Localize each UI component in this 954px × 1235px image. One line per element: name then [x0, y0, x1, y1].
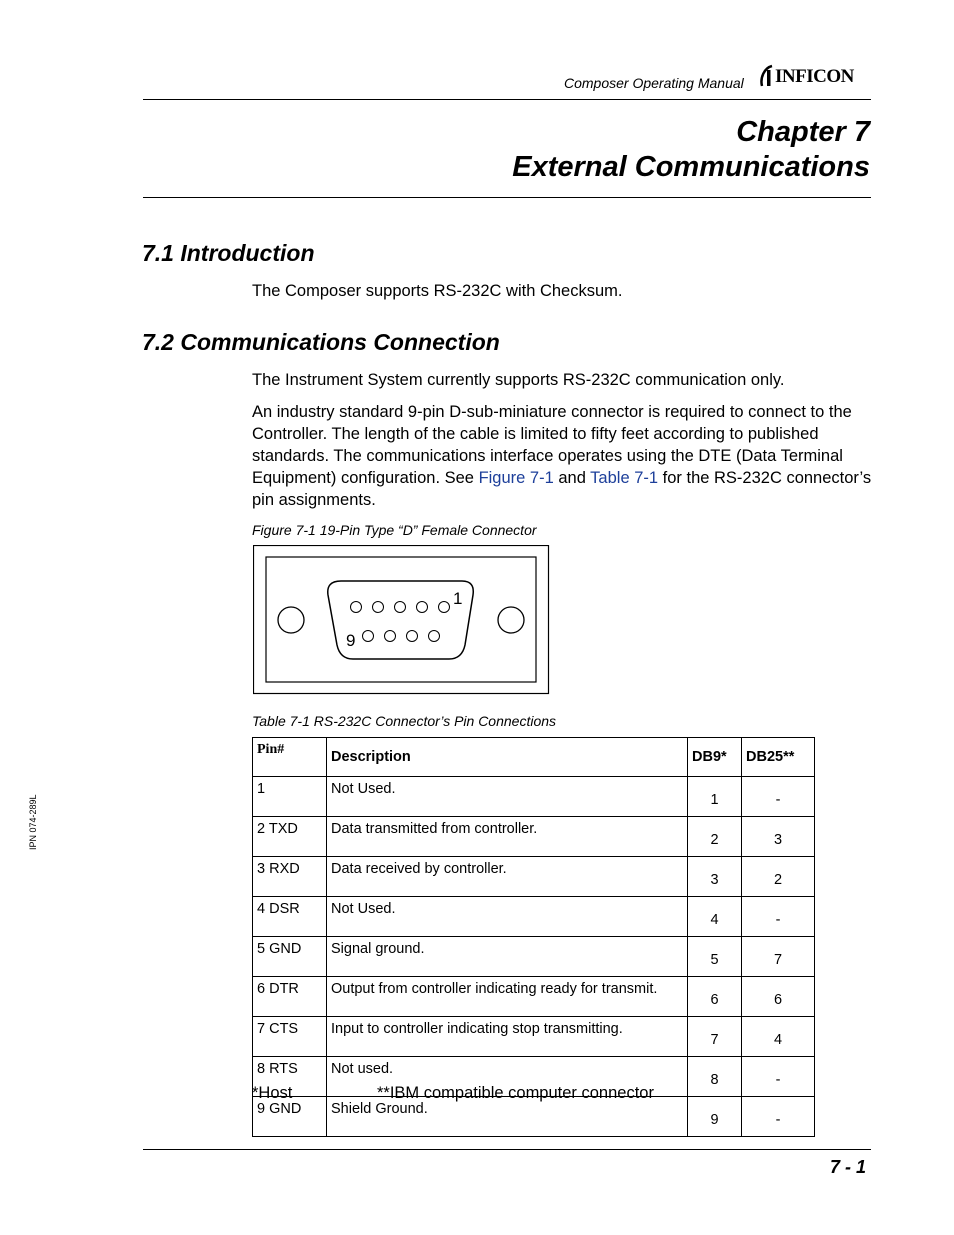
db9-cell: 6 [688, 977, 742, 1017]
table-header-row [253, 738, 815, 777]
note-host: *Host [252, 1084, 293, 1102]
pin-cell: 3 RXD [253, 857, 327, 897]
description-cell: Signal ground. [327, 937, 688, 977]
table-row [253, 1017, 815, 1057]
inficon-logo [758, 60, 872, 90]
table-row [253, 897, 815, 937]
page-number: 7 - 1 [829, 1157, 866, 1177]
section-heading-communications: 7.2 Communications Connection [142, 329, 500, 355]
footer-rule [143, 1149, 871, 1150]
document-code: IPN 074-289L [28, 794, 38, 850]
section-heading-introduction: 7.1 Introduction [142, 240, 315, 266]
db9-cell: 3 [688, 857, 742, 897]
description-cell: Input to controller indicating stop transmitting. [327, 1017, 688, 1057]
db9-cell: 1 [688, 777, 742, 817]
pin-label-1: 1 [453, 589, 463, 608]
comm-paragraph-2 [252, 401, 872, 511]
db25-cell: - [742, 897, 815, 937]
db9-cell: 4 [688, 897, 742, 937]
manual-title: Composer Operating Manual [564, 75, 744, 91]
pin-cell: 4 DSR [253, 897, 327, 937]
header-db9: DB9* [688, 738, 742, 777]
chapter-rule [143, 197, 871, 198]
header-rule [143, 99, 871, 100]
pin-cell: 1 [253, 777, 327, 817]
db9-cell: 8 [688, 1057, 742, 1097]
db9-cell: 9 [688, 1097, 742, 1137]
pin-cell: 8 RTS [253, 1057, 327, 1097]
table-row [253, 977, 815, 1017]
db25-cell: - [742, 777, 815, 817]
chapter-number: Chapter 7 [736, 116, 870, 148]
header-pin: Pin# [253, 738, 327, 777]
description-cell: Data transmitted from controller. [327, 817, 688, 857]
figure-7-1-link[interactable]: Figure 7-1 [478, 469, 554, 487]
pin-connections-table [252, 737, 815, 1137]
table-caption: Table 7-1 RS-232C Connector’s Pin Connections [252, 713, 557, 729]
description-cell: Not Used. [327, 897, 688, 937]
header-db25: DB25** [742, 738, 815, 777]
table-row [253, 937, 815, 977]
pin-cell: 9 GND [253, 1097, 327, 1137]
db25-cell: 6 [742, 977, 815, 1017]
db25-cell: 4 [742, 1017, 815, 1057]
figure-caption: Figure 7-1 19-Pin Type “D” Female Connector [252, 522, 537, 538]
pin-label-9: 9 [346, 631, 356, 650]
db25-cell: - [742, 1057, 815, 1097]
pin-cell: 2 TXD [253, 817, 327, 857]
description-cell: Not used. [327, 1057, 688, 1097]
pin-cell: 5 GND [253, 937, 327, 977]
db9-cell: 5 [688, 937, 742, 977]
para2-text-a: An industry standard 9-pin D-sub-miniature connector is required to connect to the Controller. The length of the cable is limited to fifty feet according to published standards. The communications interface operates using the DTE (Data Terminal Equipment) configuration. See [252, 403, 852, 487]
comm-paragraph-1: The Instrument System currently supports RS-232C communication only. [252, 371, 785, 389]
table-7-1-link[interactable]: Table 7-1 [590, 469, 659, 487]
para2-text-b: and [553, 469, 591, 487]
para2-text-c: for the RS-232C connector’s pin assignments. [252, 469, 872, 509]
header-description: Description [327, 738, 688, 777]
db9-cell: 2 [688, 817, 742, 857]
intro-paragraph: The Composer supports RS-232C with Checksum. [252, 282, 623, 300]
db25-cell: 2 [742, 857, 815, 897]
description-cell: Data received by controller. [327, 857, 688, 897]
db25-cell: 3 [742, 817, 815, 857]
description-cell: Not Used. [327, 777, 688, 817]
chapter-title: External Communications [512, 151, 870, 183]
table-row [253, 777, 815, 817]
description-cell: Shield Ground. [327, 1097, 688, 1137]
description-cell: Output from controller indicating ready for transmit. [327, 977, 688, 1017]
db25-cell: - [742, 1097, 815, 1137]
pin-cell: 7 CTS [253, 1017, 327, 1057]
db9-cell: 7 [688, 1017, 742, 1057]
connector-diagram [253, 545, 550, 695]
table-row [253, 817, 815, 857]
table-row [253, 857, 815, 897]
pin-cell: 6 DTR [253, 977, 327, 1017]
db25-cell: 7 [742, 937, 815, 977]
logo-text: INFICON [775, 66, 854, 87]
note-ibm: **IBM compatible computer connector [377, 1084, 654, 1102]
